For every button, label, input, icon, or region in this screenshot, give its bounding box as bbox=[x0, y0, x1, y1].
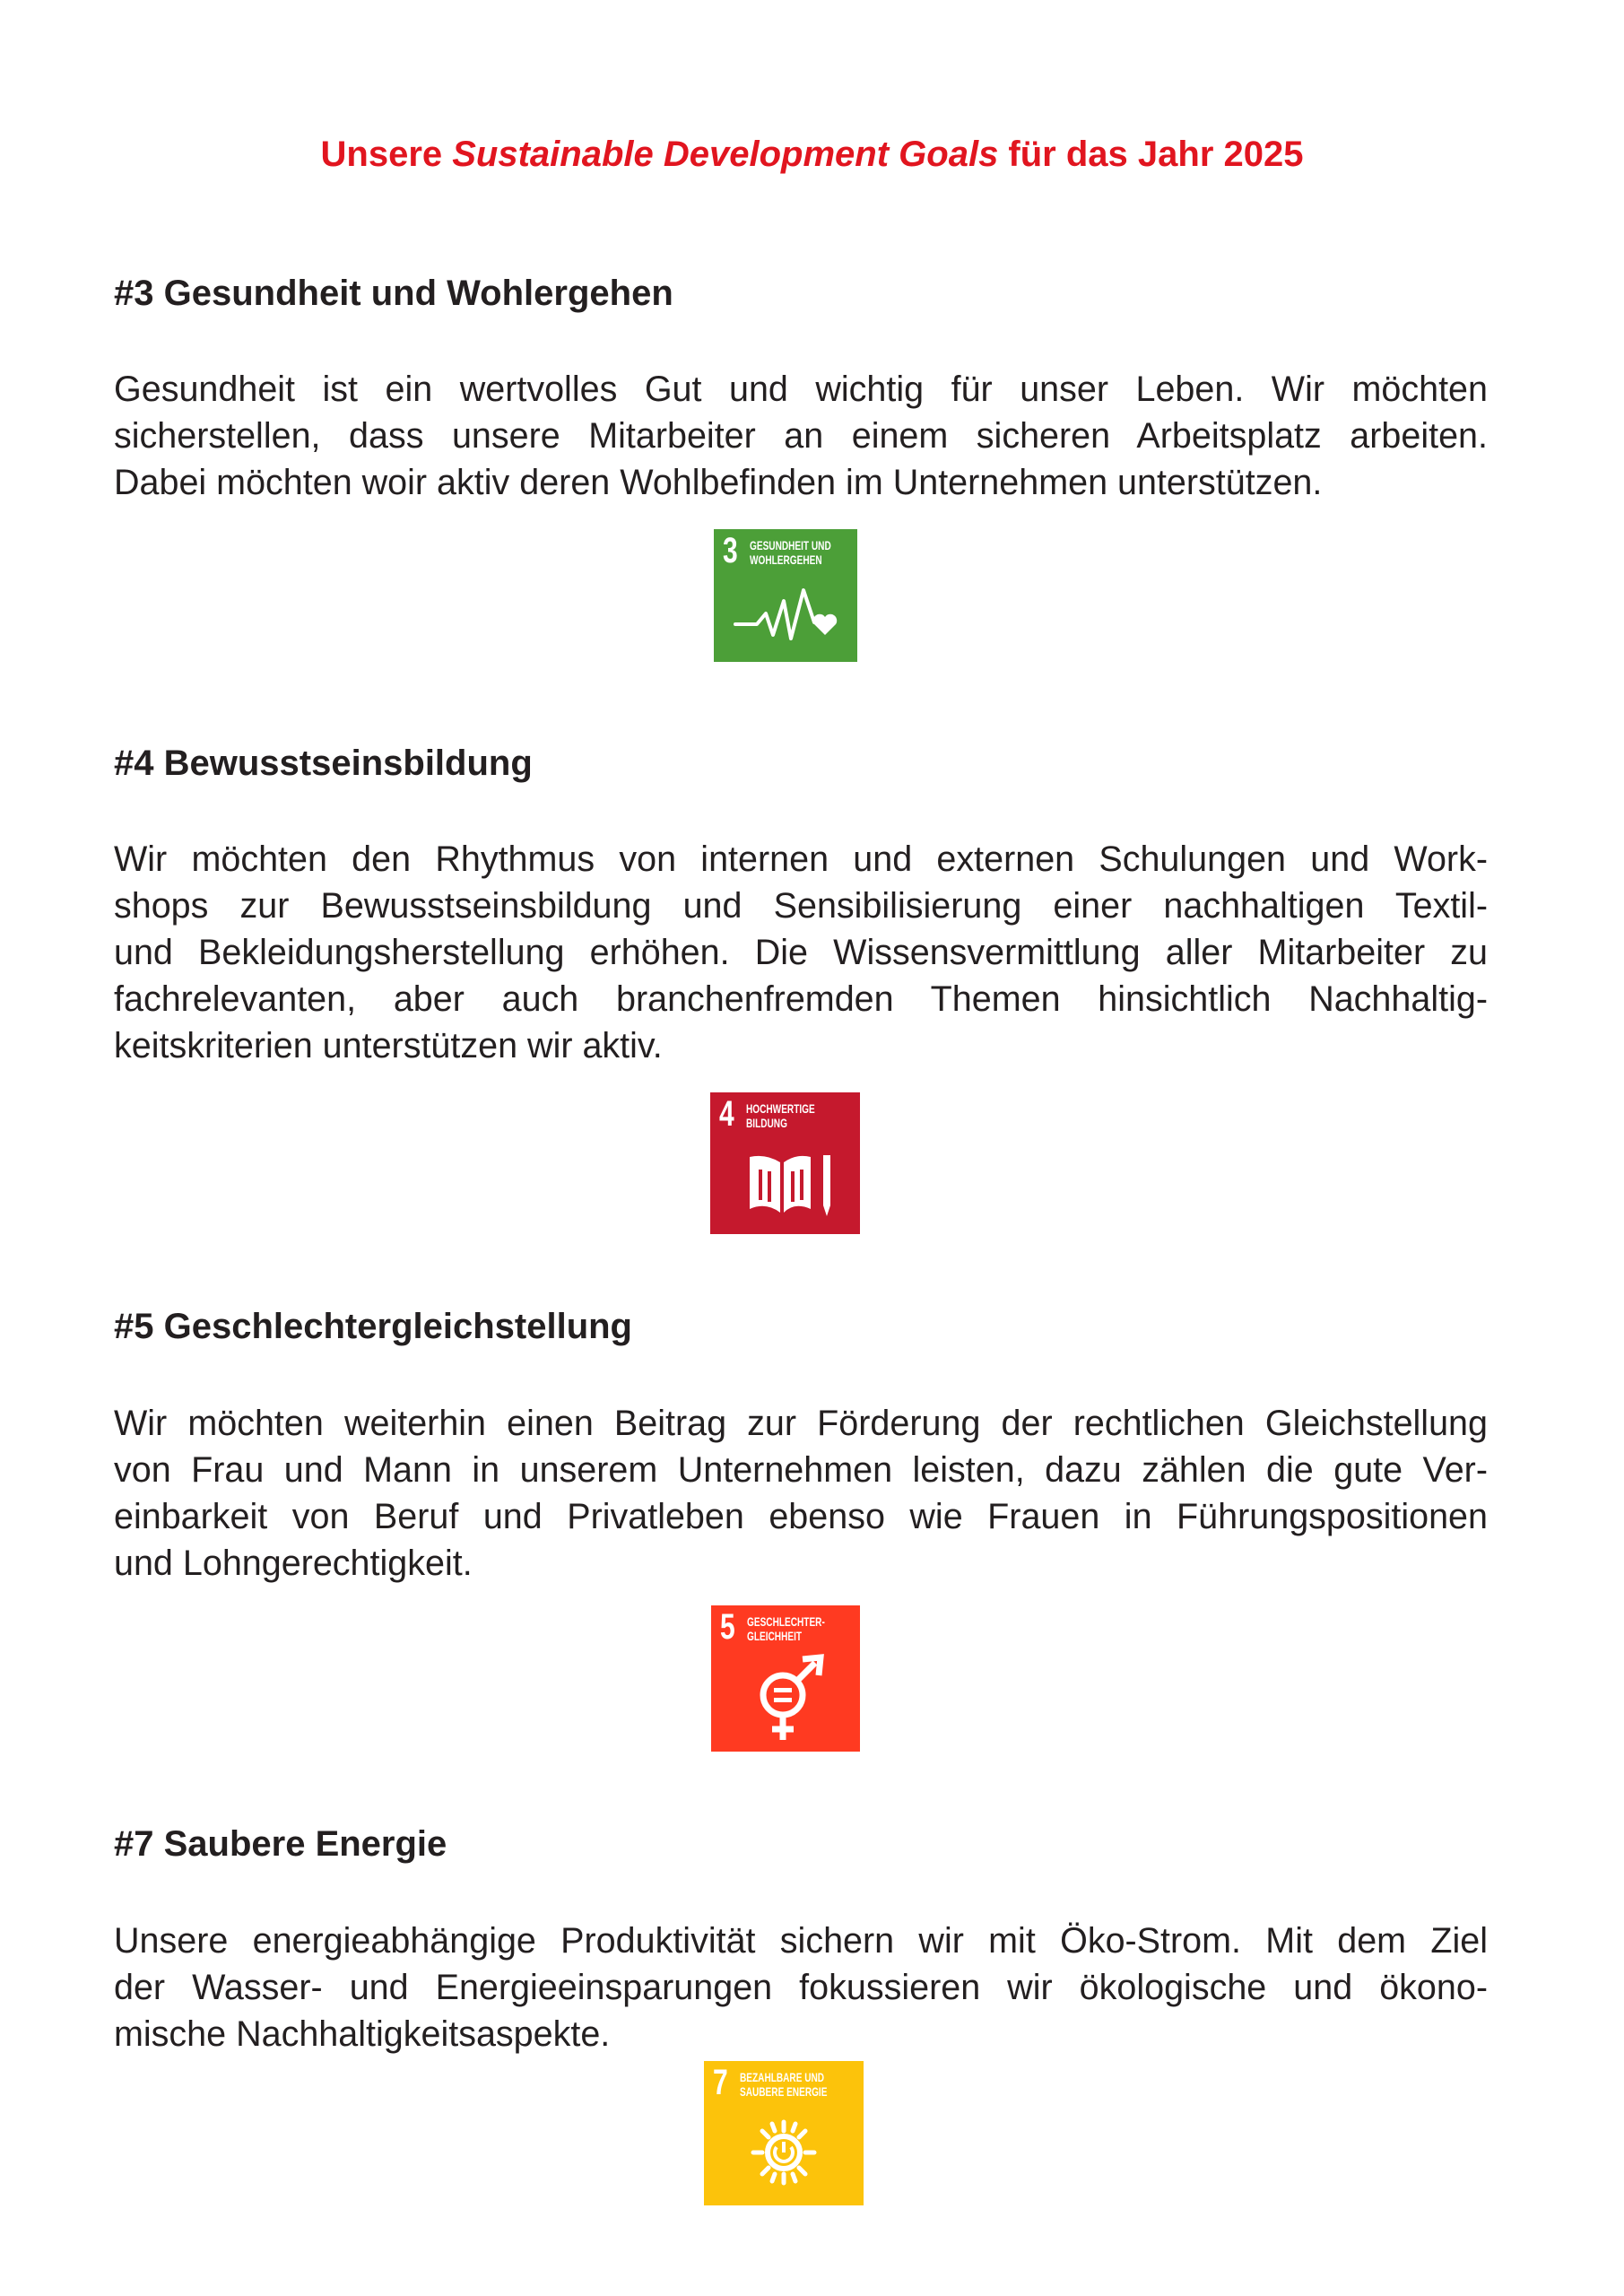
page-title: Unsere Sustainable Development Goals für das Jahr 2025 bbox=[320, 135, 1304, 174]
section-text-3: Gesundheit ist ein wertvolles Gut und wichtig für unser Leben. Wir möchten sicherstellen, dass unsere Mitarbeiter an einem sicheren Arbeitsplatz arbeiten. Dabei möchten woir aktiv deren Wohlbefinden im Unternehmen unterstützen. bbox=[114, 370, 1488, 502]
sdg-3-badge: 3 GESUNDHEIT UND WOHLERGEHEN bbox=[714, 529, 857, 662]
book-pencil-icon bbox=[710, 1092, 860, 1234]
section-text-7: Unsere energieabhängige Produktivität sichern wir mit Öko-Strom. Mit dem Ziel der Wasser- und Energieeinsparungen fokussieren wir ökologische und ökono- mische Nachhaltigkeitsaspekte. bbox=[114, 1921, 1488, 2054]
section-heading-5: #5 Geschlechtergleichstellung bbox=[114, 1307, 632, 1346]
section-heading-4: #4 Bewusstseinsbildung bbox=[114, 744, 533, 783]
sdg-4-badge: 4 HOCHWERTIGE BILDUNG bbox=[710, 1092, 860, 1234]
section-heading-7: #7 Saubere Energie bbox=[114, 1824, 447, 1864]
gender-equality-icon bbox=[711, 1605, 860, 1752]
heartbeat-icon bbox=[714, 529, 857, 662]
sdg-7-badge: 7 BEZAHLBARE UND SAUBERE ENERGIE bbox=[704, 2061, 864, 2205]
section-text-4: Wir möchten den Rhythmus von internen und externen Schulungen und Work- shops zur Bewusstseinsbildung und Sensibilisierung einer nachhaltigen Textil- und Bekleidungsherstellung erhöhen. Die Wissensvermittlung aller Mitarbeiter zu fachrelevanten, aber auch branchenfremden Themen hinsichtlich Nachhaltig- keitskriterien unterstützen wir aktiv. bbox=[114, 839, 1488, 1065]
section-heading-3: #3 Gesundheit und Wohlergehen bbox=[114, 274, 673, 313]
sdg-5-badge: 5 GESCHLECHTER- GLEICHHEIT bbox=[711, 1605, 860, 1752]
section-text-5: Wir möchten weiterhin einen Beitrag zur Förderung der rechtlichen Gleichstellung von Frau und Mann in unserem Unternehmen leisten, dazu zählen die gute Ver- einbarkeit von Beruf und Privatleben ebenso wie Frauen in Führungspositionen und Lohngerechtigkeit. bbox=[114, 1404, 1488, 1583]
sun-power-icon bbox=[704, 2061, 864, 2205]
